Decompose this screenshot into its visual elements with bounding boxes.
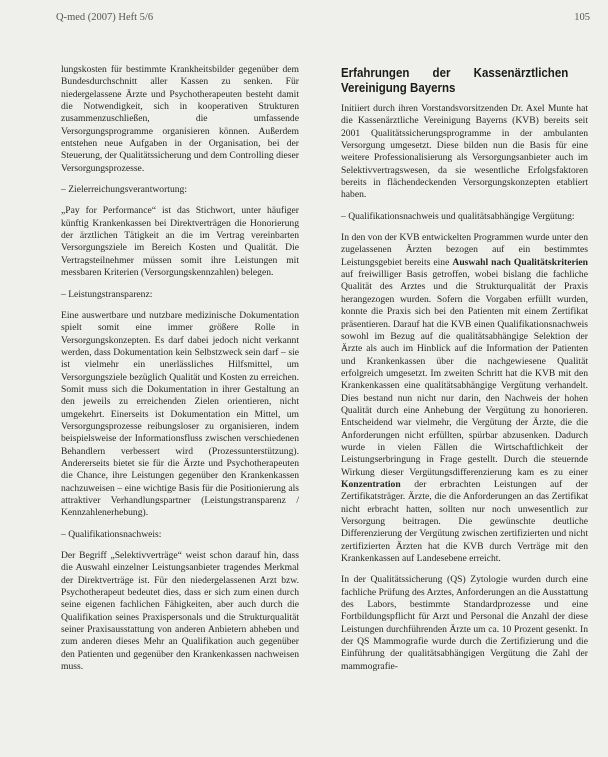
right-column xyxy=(341,66,588,673)
text-segment: der erbrachten Leistungen auf der Zertifikatsträger. Ärzte, die die Anforderungen an das Zertifikat nicht erbracht hatten, sollten nur noch unwesentlich zur Versorgung beitragen. Die gewünschte deutliche Differenzierung der Vergütung zwischen zertifizierten und nicht zertifizierten Ärzten hat die KVB durch Verträge mit den Krankenkassen auf Landesebene erreicht. xyxy=(341,478,588,565)
page-number: 105 xyxy=(574,12,590,23)
paragraph-pay-for-performance: „Pay for Performance“ ist das Stichwort, unter häufiger künftig Krankenkassen bei Direktverträgen die Honorierung der ärztlichen Tätigkeit an die im Vertrag vereinbarten Versorgungsziele im Bereich Kosten und Qualität. Die Vertragsteilnehmer müssen somit ihre Leistungen mit messbaren Kriterien (Versorgungskennzahlen) belegen. xyxy=(61,205,299,279)
subheading-zielerreichung: – Zielerreichungsverantwortung: xyxy=(61,184,188,196)
subheading-qualitaetsabhaengige-verguetung: – Qualifikationsnachweis und qualitätsabhängige Vergütung: xyxy=(341,210,575,222)
bold-term-auswahl: Auswahl nach Qualitätskriterien xyxy=(452,256,588,268)
paragraph-selektivvertraege: Der Begriff „Selektivverträge“ weist schon darauf hin, dass die Auswahl einzelner Leistungsanbieter tragendes Merkmal der Direktverträge ist. Für den niedergelassenen Arzt bzw. Psychotherapeut bedeutet dies, dass er sich zum einen durch seine eigenen fachlichen Fähigkeiten, aber auch durch die Qualifikation seines Praxispersonals und die Strukturqualität seiner Praxisausstattung von anderen Anbietern abheben und zum anderen dieses Mehr an Qualifikation auch gegenüber den Patienten und gegenüber den Krankenkassen nachweisen muss. xyxy=(61,550,299,673)
left-column xyxy=(61,64,299,673)
intro-paragraph: lungskosten für bestimmte Krankheitsbilder gegenüber dem Bundesdurchschnitt aller Kassen zu senken. Für niedergelassene Ärzte und Psychotherapeuten besteht damit die Notwendigkeit, sich in kooperativen Strukturen zusammenzuschließen, die umfassende Versorgungsprogramme organisieren können. Außerdem entstehen neue Aufgaben in der Organisation, bei der Steuerung, der Qualitätssicherung und dem Controlling dieser Versorgungsprozesse. xyxy=(61,64,299,174)
paragraph-kvb-programme xyxy=(341,232,588,565)
journal-citation: Q-med (2007) Heft 5/6 xyxy=(56,12,154,23)
subheading-qualifikationsnachweis: – Qualifikationsnachweis: xyxy=(61,528,162,540)
text-segment: In den von der KVB entwickelten Programmen wurde unter den zugelassenen Ärzten bezogen auf ein bestimmtes Leistungsgebiet bereits eine xyxy=(341,232,588,268)
paragraph-kvb-initiative: Initiiert durch ihren Vorstandsvorsitzenden Dr. Axel Munte hat die Kassenärztliche Vereinigung Bayerns (KVB) bereits seit 2001 Qualitätssicherungsprogramme in der ambulanten Versorgung umgesetzt. Diese bilden nun die Basis für eine weitere Professionalisierung als Versorgungsanbieter auch im Selektivvertragswesen, da sie wesentliche Erfolgsfaktoren bereits in flächendeckenden Versorgungskonzepten etabliert haben. xyxy=(341,103,588,201)
subheading-leistungstransparenz: – Leistungstransparenz: xyxy=(61,288,153,300)
paragraph-dokumentation: Eine auswertbare und nutzbare medizinische Dokumentation spielt somit eine immer größere Rolle in Versorgungskonzepten. Es darf dabei jedoch nicht verkannt werden, dass Dokumentation kein Selbstzweck sein darf – sie ist vielmehr ein unerlässliches Hilfsmittel, um Versorgungsziele bezüglich Qualität und Kosten zu erreichen. Somit muss sich die Dokumentation in ihrer Gestaltung an den jeweils zu erreichenden Zielen orientieren, nicht umgekehrt. Einerseits ist Dokumentation ein Mittel, um Versorgungsprozesse reibungsloser zu organisieren, indem beispielsweise der Informationsfluss zwischen verschiedenen Behandlern verbessert wird (Prozessunterstützung). Andererseits bietet sie für die Ärzte und Psychotherapeuten die Chance, ihre Leistungen gegenüber den Krankenkassen nachzuweisen – eine wichtige Basis für die Positionierung als attraktiver Verhandlungspartner (Leistungstransparenz / Kennzahlenerhebung). xyxy=(61,309,299,519)
bold-term-konzentration: Konzentration xyxy=(341,478,401,490)
text-segment: auf freiwilliger Basis getroffen, wobei bislang die fachliche Qualität des Arztes und die Strukturqualität der Praxis herangezogen wurden. Sofern die Vorgaben erfüllt wurden, konnte die Praxis sich bei den Patienten mit einem Zertifikat präsentieren. Darauf hat die KVB einen Qualifikationsnachweis sowohl im Bezug auf die qualitätsabhängige Selektion der Ärzte als auch im Hinblick auf die Information der Patienten und Krankenkassen über die nachgewiesene Qualität erfolgreich umgesetzt. Im zweiten Schritt hat die KVB mit den Krankenkassen eine qualitätsabhängige Vergütung verhandelt. Dies bestand nun nicht nur darin, den Nachweis der hohen Qualität durch eine Anhebung der Vergütung zu honorieren. Entscheidend war vielmehr, die Vergütung der Ärzte, die die Anforderungen nicht erfüllten, spürbar abzusenken. Dadurch wurde in vielen Fällen die Wirtschaftlichkeit der Leistungserbringung in Frage gestellt. Durch die steuernde Wirkung dieser Vergütungsdifferenzierung kam es zu einer xyxy=(341,269,588,478)
section-title: Erfahrungen der Kassenärztlichen Vereinigung Bayerns xyxy=(341,66,569,95)
running-header xyxy=(56,12,590,28)
paragraph-qs-zytologie: In der Qualitätssicherung (QS) Zytologie wurden durch eine fachliche Prüfung des Arztes, Anforderungen an die Ausstattung des Labors, bestimmte Standardprozesse und eine Fortbildungspflicht für Arzt und Personal die Anzahl der diese Leistungen durchführenden Ärzte um ca. 10 Prozent gesenkt. In der QS Mammografie wurde durch die Zertifizierung und die Einführung der qualitätsabhängigen Vergütung die Zahl der mammografie- xyxy=(341,574,588,672)
